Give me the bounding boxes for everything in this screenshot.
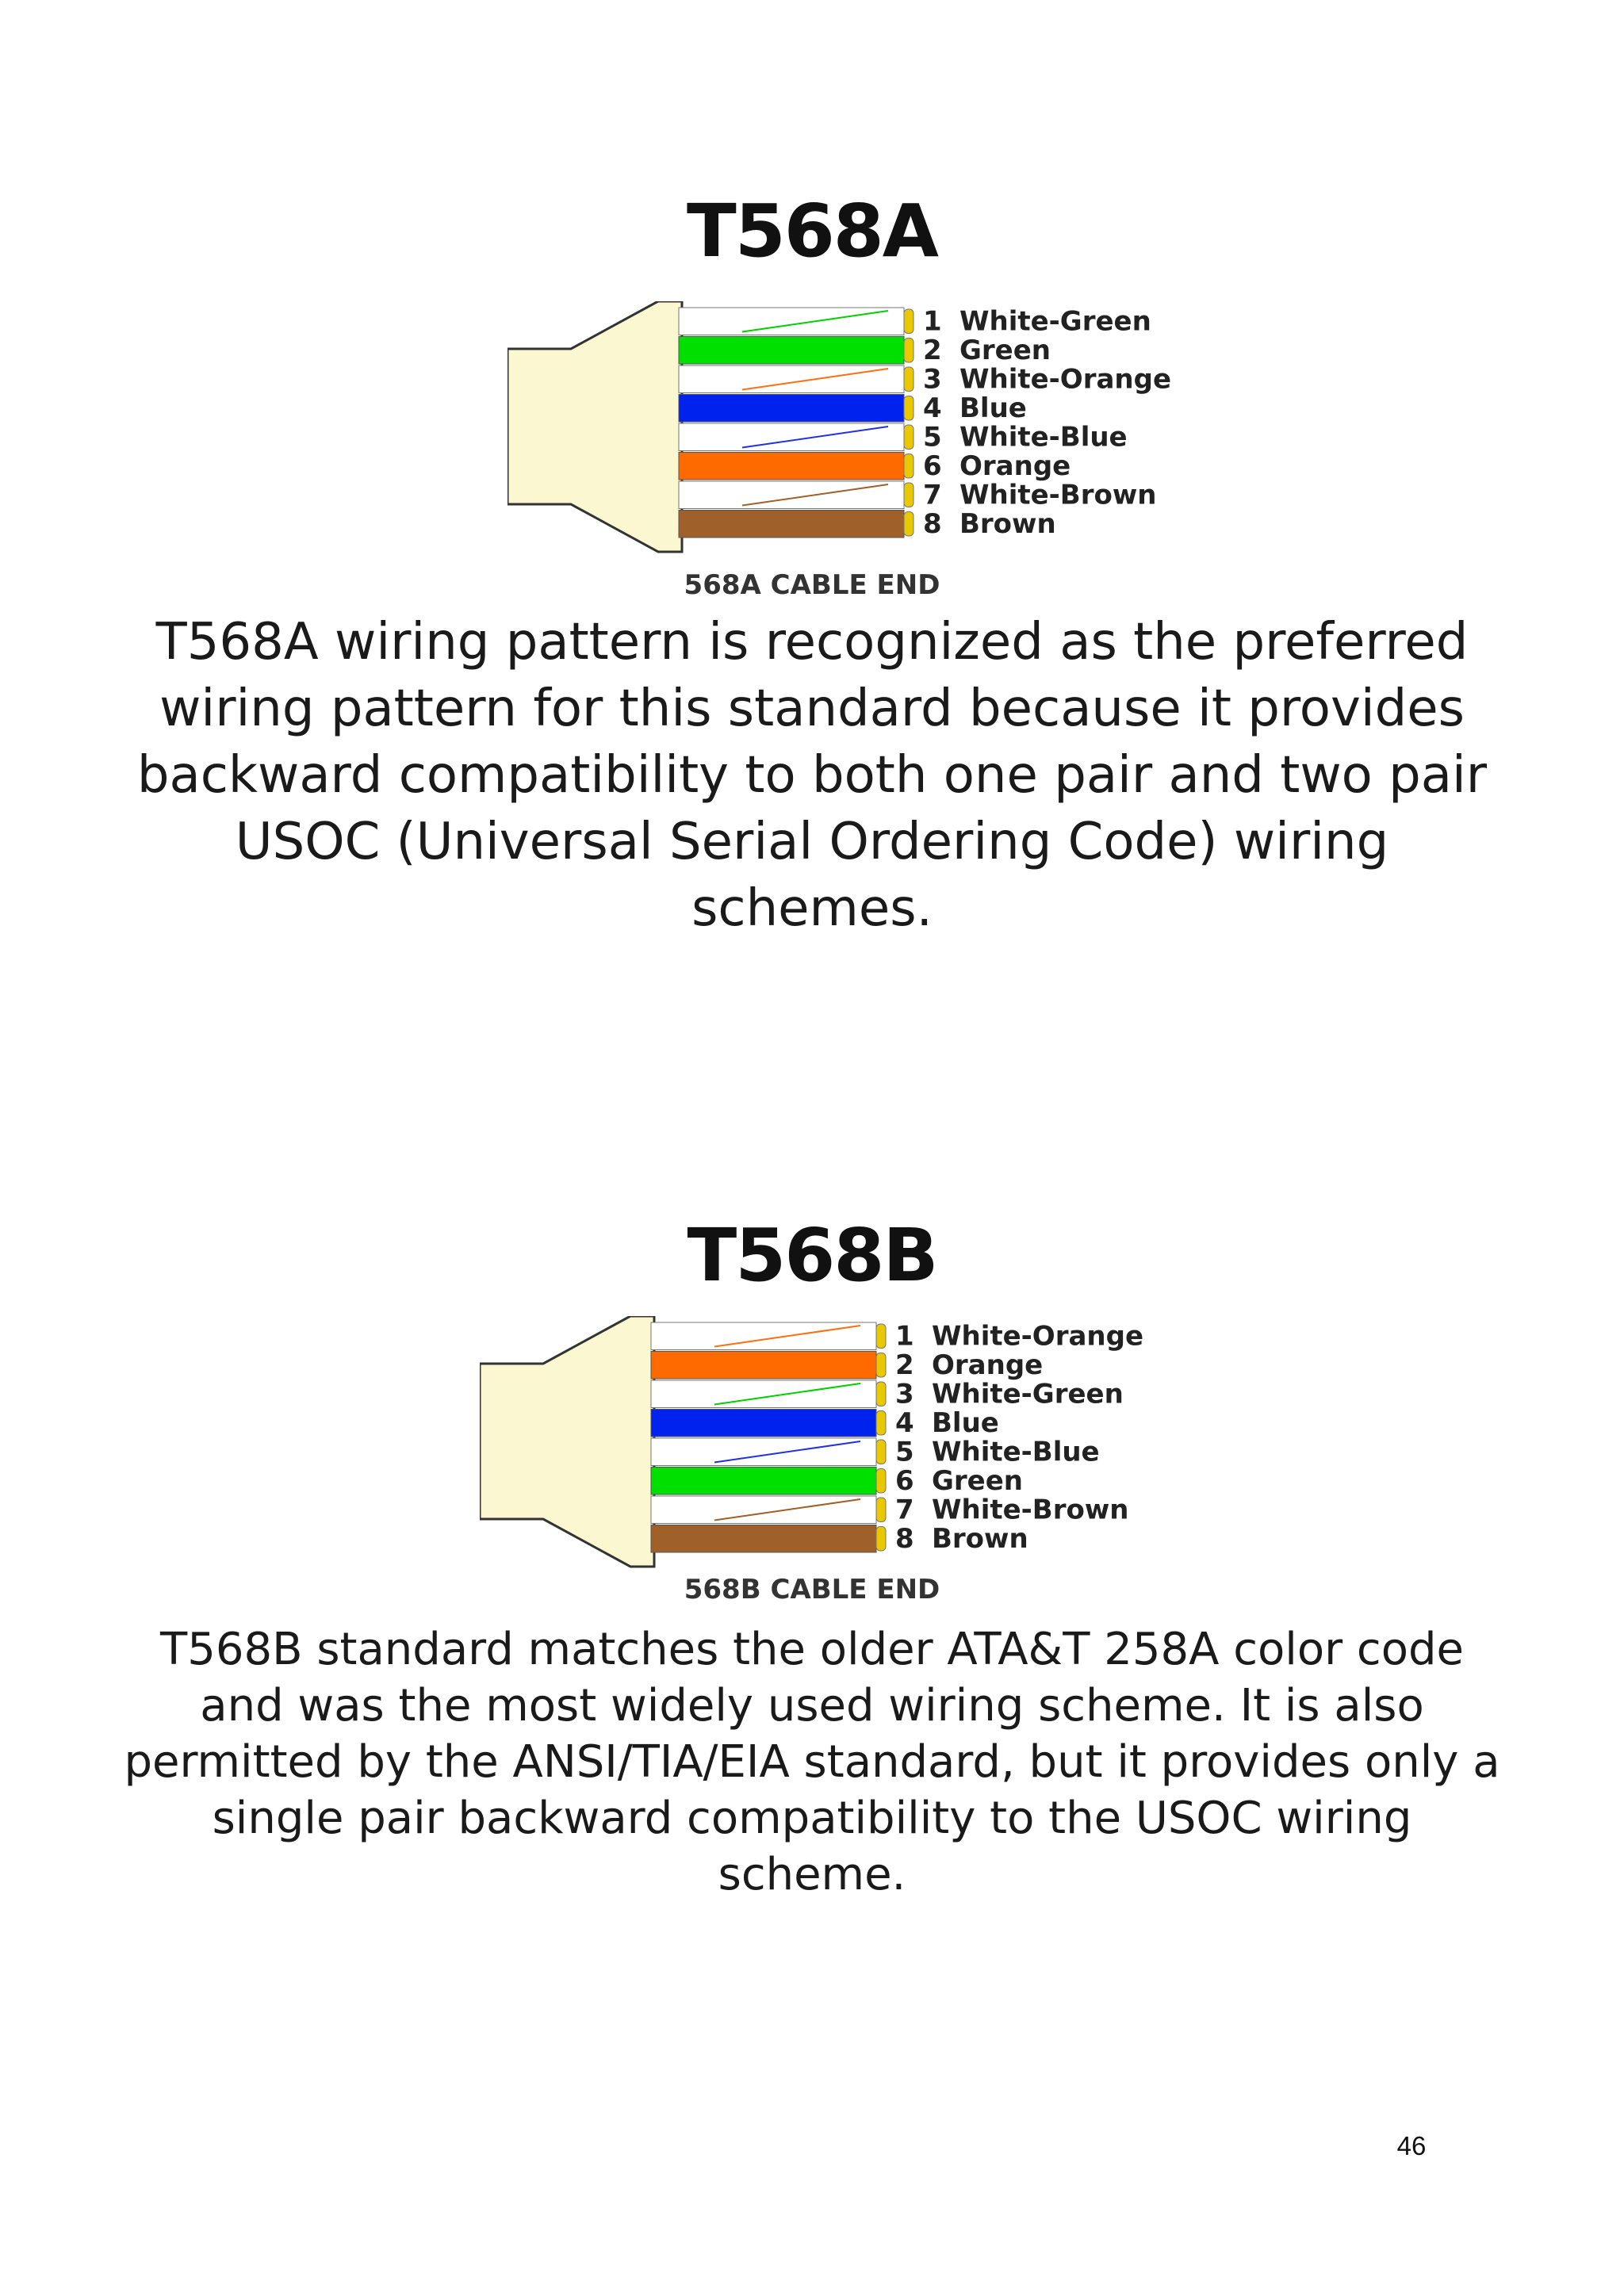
t568b-pin-contact-6 [876,1469,886,1494]
t568a-wire-8 [679,511,904,538]
t568b-description: T568B standard matches the older ATA&T 258A color code and was the most widely used wiring scheme. It is also permitted by the ANSI/TIA/EIA standard, but it provides only a single pair backward compatibility to the USOC wiring scheme. [124,1624,1500,1900]
t568b-cable-diagram [480,1316,1162,1578]
t568a-pin-number-1: 1 [923,305,942,338]
t568b-connector-body [480,1316,654,1567]
t568b-pin-number-2: 2 [895,1349,914,1381]
t568b-wire-5 [651,1438,876,1466]
t568a-pin-number-7: 7 [923,479,942,511]
t568b-pin-5 [651,1437,1100,1468]
t568b-pin-7 [651,1494,1128,1526]
t568a-pin-contact-4 [904,396,914,421]
t568a-pin-number-8: 8 [923,508,942,540]
t568a-pin-contact-5 [904,425,914,450]
t568b-pin-4 [651,1407,999,1439]
t568a-pin-number-3: 3 [923,363,942,396]
t568b-pin-contact-1 [876,1324,886,1349]
t568b-pin-label-2: Orange [932,1349,1044,1381]
t568b-pin-number-3: 3 [895,1378,914,1410]
t568a-cable-diagram [508,301,1189,563]
t568a-wire-2 [679,337,904,365]
t568b-pin-number-6: 6 [895,1465,914,1497]
t568b-pin-contact-8 [876,1527,886,1552]
t568a-pin-contact-6 [904,454,914,479]
t568b-pin-label-3: White-Green [932,1378,1124,1410]
t568a-pin-6 [679,450,1071,482]
t568a-pin-number-6: 6 [923,450,942,482]
t568a-cable-end-label: 568A CABLE END [684,569,940,601]
t568a-pin-label-7: White-Brown [959,479,1157,511]
t568b-pin-number-4: 4 [895,1407,914,1439]
t568b-pin-number-1: 1 [895,1320,914,1353]
t568b-pin-label-5: White-Blue [932,1436,1100,1468]
t568b-pin-label-7: White-Brown [932,1494,1129,1526]
t568b-pin-contact-3 [876,1382,886,1406]
t568b-title: T568B [687,1213,937,1298]
t568a-pin-contact-2 [904,339,914,363]
t568a-pin-label-5: White-Blue [959,421,1128,453]
t568a-pin-contact-7 [904,483,914,507]
t568b-pin-label-4: Blue [932,1407,999,1439]
t568b-wire-7 [651,1496,876,1524]
t568a-wire-6 [679,453,904,480]
t568b-wire-8 [651,1525,876,1553]
t568b-pin-number-8: 8 [895,1523,914,1555]
t568a-pin-8 [679,508,1056,540]
t568a-pin-label-8: Brown [959,508,1056,540]
t568b-pin-contact-2 [876,1353,886,1378]
t568b-pin-contact-5 [876,1440,886,1464]
t568b-pin-number-7: 7 [895,1494,914,1526]
t568a-pin-label-6: Orange [959,450,1071,482]
t568b-pin-number-5: 5 [895,1436,914,1468]
t568b-pin-contact-7 [876,1498,886,1522]
t568a-pin-label-4: Blue [959,392,1027,424]
t568b-pin-3 [651,1379,1124,1410]
t568a-wire-5 [679,423,904,451]
t568a-pin-number-2: 2 [923,335,942,366]
page-number: 46 [1396,2131,1427,2160]
t568a-pin-7 [679,480,1156,511]
t568a-wire-7 [679,481,904,509]
t568b-wire-2 [651,1352,876,1380]
t568b-cable-end-label: 568B CABLE END [684,1574,940,1605]
t568a-wire-4 [679,395,904,423]
t568b-wire-3 [651,1380,876,1408]
t568a-wire-3 [679,365,904,393]
t568a-title: T568A [687,189,937,274]
t568b-pin-6 [651,1465,1023,1497]
t568b-pin-8 [651,1523,1028,1555]
t568a-pin-3 [679,364,1171,396]
t568a-connector-body [508,301,682,552]
t568b-pin-1 [651,1321,1143,1353]
t568b-wire-6 [651,1468,876,1495]
t568b-wire-1 [651,1322,876,1350]
t568b-pin-label-1: White-Orange [932,1320,1144,1353]
t568a-description: T568A wiring pattern is recognized as the preferred wiring pattern for this standard because it provides backward compatibility to both one pair and two pair USOC (Universal Serial Ordering Code) wiring schemes. [136,613,1488,938]
t568a-wire-1 [679,308,904,335]
t568a-pin-label-3: White-Orange [959,363,1172,396]
t568a-pin-5 [679,422,1128,453]
t568b-pin-contact-4 [876,1411,886,1436]
t568a-pin-contact-1 [904,309,914,334]
t568a-pin-number-5: 5 [923,421,942,453]
t568a-pin-label-2: Green [959,335,1051,366]
t568a-pin-number-4: 4 [923,392,942,424]
t568a-pin-contact-3 [904,367,914,392]
t568b-pin-label-6: Green [932,1465,1023,1497]
t568a-pin-2 [679,335,1051,366]
t568b-pin-2 [651,1349,1043,1381]
t568a-pin-1 [679,306,1151,338]
t568a-pin-label-1: White-Green [959,305,1151,338]
t568b-pin-label-8: Brown [932,1523,1028,1555]
t568a-pin-contact-8 [904,512,914,537]
t568a-pin-4 [679,392,1027,424]
t568b-wire-4 [651,1410,876,1437]
